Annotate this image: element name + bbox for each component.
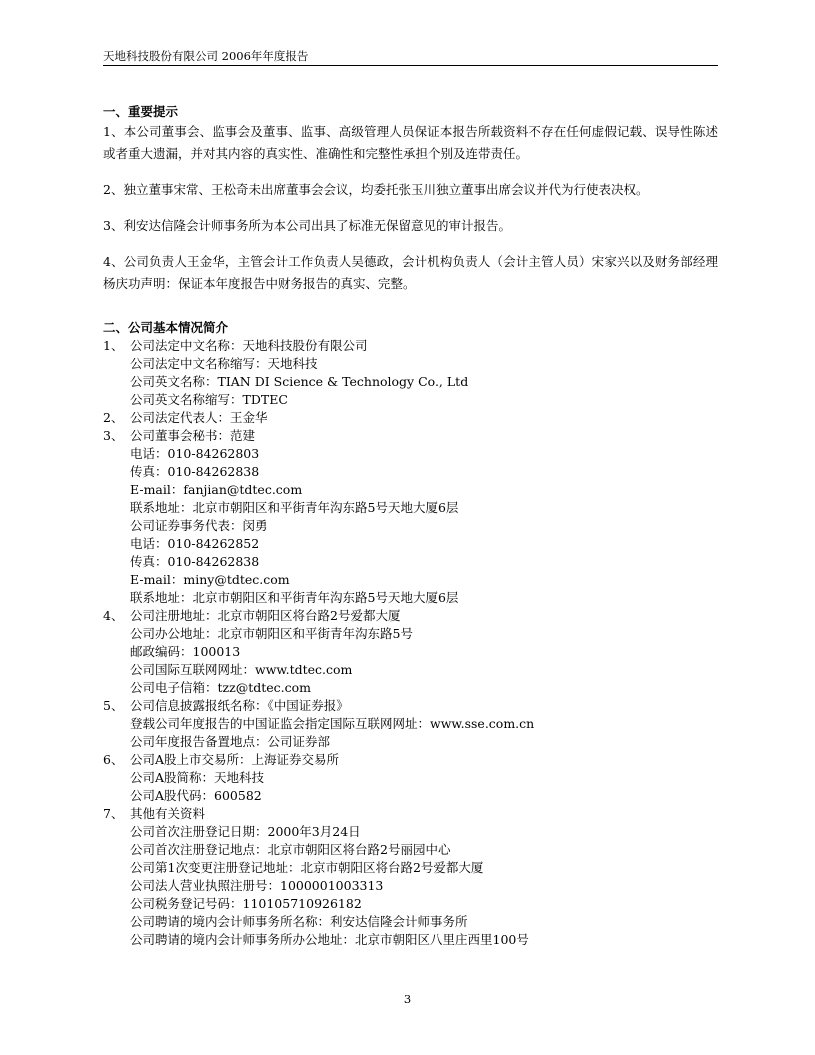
info-line bbox=[103, 733, 718, 751]
info-line-text: 公司A股简称：天地科技 bbox=[130, 770, 265, 785]
info-line bbox=[103, 337, 718, 355]
section-heading-company-profile: 二、公司基本情况简介 bbox=[103, 320, 229, 335]
info-line-text: 传真：010-84262838 bbox=[130, 554, 260, 569]
info-line-text: 联系地址：北京市朝阳区和平街青年沟东路5号天地大厦6层 bbox=[130, 500, 459, 515]
notice-paragraph-3: 3、利安达信隆会计师事务所为本公司出具了标准无保留意见的审计报告。 bbox=[103, 218, 511, 233]
info-line-text: 公司国际互联网网址：www.tdtec.com bbox=[130, 662, 353, 677]
info-line-number bbox=[103, 589, 130, 607]
info-line-number bbox=[103, 625, 130, 643]
info-line-number bbox=[103, 499, 130, 517]
info-line bbox=[103, 571, 718, 589]
info-line bbox=[103, 661, 718, 679]
info-line-text: 公司年度报告备置地点：公司证券部 bbox=[130, 734, 331, 749]
info-line-number bbox=[103, 643, 130, 661]
info-line-number bbox=[103, 733, 130, 751]
info-line-number: 1、 bbox=[103, 338, 124, 353]
info-line-text: 公司首次注册登记日期：2000年3月24日 bbox=[130, 824, 361, 839]
header-title: 天地科技股份有限公司 2006年年度报告 bbox=[103, 49, 309, 63]
info-line-number bbox=[103, 373, 130, 391]
info-line bbox=[103, 553, 718, 571]
info-line bbox=[103, 481, 718, 499]
info-line-number bbox=[103, 895, 130, 913]
info-line-number bbox=[103, 463, 130, 481]
info-line-text: 公司办公地址：北京市朝阳区和平街青年沟东路5号 bbox=[130, 626, 413, 641]
info-line-text: 联系地址：北京市朝阳区和平街青年沟东路5号天地大厦6层 bbox=[130, 590, 459, 605]
info-line-text: 邮政编码：100013 bbox=[130, 644, 241, 659]
info-line-number: 4、 bbox=[103, 608, 124, 623]
info-line bbox=[103, 769, 718, 787]
info-line bbox=[103, 535, 718, 553]
info-line-text: 公司法定中文名称缩写：天地科技 bbox=[130, 356, 318, 371]
info-line bbox=[103, 805, 718, 823]
info-line bbox=[103, 463, 718, 481]
info-line-number bbox=[103, 481, 130, 499]
info-line bbox=[103, 517, 718, 535]
info-line-text: 登载公司年度报告的中国证监会指定国际互联网网址：www.sse.com.cn bbox=[130, 716, 535, 731]
info-line bbox=[103, 607, 718, 625]
info-line bbox=[103, 859, 718, 877]
info-line-text: 公司法人营业执照注册号：1000001003313 bbox=[130, 878, 384, 893]
info-line-number bbox=[103, 787, 130, 805]
company-info-list bbox=[103, 337, 718, 949]
info-line-text: 电话：010-84262852 bbox=[130, 536, 260, 551]
info-line-number: 2、 bbox=[103, 410, 124, 425]
info-line bbox=[103, 373, 718, 391]
info-line-number bbox=[103, 877, 130, 895]
info-line-text: 公司首次注册登记地点：北京市朝阳区将台路2号丽园中心 bbox=[130, 842, 451, 857]
info-line bbox=[103, 625, 718, 643]
info-line bbox=[103, 931, 718, 949]
info-line bbox=[103, 679, 718, 697]
info-line-number bbox=[103, 913, 130, 931]
info-line bbox=[103, 499, 718, 517]
info-line-number bbox=[103, 715, 130, 733]
info-line-text: E-mail：miny@tdtec.com bbox=[130, 572, 290, 587]
info-line-text: 公司聘请的境内会计师事务所办公地址：北京市朝阳区八里庄西里100号 bbox=[130, 932, 529, 947]
notice-paragraph-1: 1、本公司董事会、监事会及董事、监事、高级管理人员保证本报告所载资料不存在任何虚假记载、误导性陈述或者重大遗漏，并对其内容的真实性、准确性和完整性承担个别及连带责任。 bbox=[103, 124, 718, 161]
info-line-text: 公司A股上市交易所：上海证券交易所 bbox=[130, 752, 340, 767]
info-line-number: 6、 bbox=[103, 752, 124, 767]
info-line-text: 电话：010-84262803 bbox=[130, 446, 260, 461]
info-line-number: 3、 bbox=[103, 428, 124, 443]
info-line bbox=[103, 589, 718, 607]
info-line bbox=[103, 787, 718, 805]
info-line-text: 公司电子信箱：tzz@tdtec.com bbox=[130, 680, 311, 695]
page-body bbox=[103, 103, 718, 949]
info-line bbox=[103, 913, 718, 931]
info-line bbox=[103, 391, 718, 409]
info-line-number bbox=[103, 769, 130, 787]
info-line-number bbox=[103, 661, 130, 679]
info-line bbox=[103, 877, 718, 895]
info-line-number: 7、 bbox=[103, 806, 124, 821]
info-line bbox=[103, 427, 718, 445]
info-line-number bbox=[103, 553, 130, 571]
info-line-text: 公司第1次变更注册登记地址：北京市朝阳区将台路2号爱都大厦 bbox=[130, 860, 484, 875]
info-line bbox=[103, 697, 718, 715]
info-line-number bbox=[103, 679, 130, 697]
info-line-number bbox=[103, 931, 130, 949]
info-line-text: 公司法定中文名称：天地科技股份有限公司 bbox=[130, 338, 368, 353]
section-heading-important-notice: 一、重要提示 bbox=[103, 104, 179, 119]
info-line-number bbox=[103, 841, 130, 859]
info-line-number bbox=[103, 859, 130, 877]
info-line-number bbox=[103, 355, 130, 373]
info-line-number bbox=[103, 445, 130, 463]
info-line-text: 其他有关资料 bbox=[130, 806, 206, 821]
notice-paragraph-4: 4、公司负责人王金华，主管会计工作负责人吴德政，会计机构负责人（会计主管人员）宋家兴以及财务部经理杨庆功声明：保证本年度报告中财务报告的真实、完整。 bbox=[103, 254, 718, 291]
info-line-number bbox=[103, 571, 130, 589]
info-line-text: 公司法定代表人：王金华 bbox=[130, 410, 268, 425]
info-line-number bbox=[103, 391, 130, 409]
info-line-text: 公司A股代码：600582 bbox=[130, 788, 262, 803]
info-line-text: E-mail：fanjian@tdtec.com bbox=[130, 482, 303, 497]
info-line-text: 公司董事会秘书：范建 bbox=[130, 428, 256, 443]
info-line bbox=[103, 751, 718, 769]
info-line-text: 公司英文名称：TIAN DI Science & Technology Co., Ltd bbox=[130, 374, 469, 389]
notice-paragraph-2: 2、独立董事宋常、王松奇未出席董事会会议，均委托张玉川独立董事出席会议并代为行使表决权。 bbox=[103, 182, 649, 197]
info-line bbox=[103, 823, 718, 841]
info-line-text: 公司税务登记号码：110105710926182 bbox=[130, 896, 362, 911]
header-divider bbox=[103, 65, 718, 66]
info-line-text: 传真：010-84262838 bbox=[130, 464, 260, 479]
info-line-number: 5、 bbox=[103, 698, 124, 713]
info-line-text: 公司证券事务代表：闵勇 bbox=[130, 518, 268, 533]
info-line bbox=[103, 445, 718, 463]
info-line-number bbox=[103, 823, 130, 841]
info-line-text: 公司聘请的境内会计师事务所名称：利安达信隆会计师事务所 bbox=[130, 914, 468, 929]
info-line-number bbox=[103, 517, 130, 535]
info-line bbox=[103, 409, 718, 427]
info-line-number bbox=[103, 535, 130, 553]
info-line-text: 公司英文名称缩写：TDTEC bbox=[130, 392, 288, 407]
info-line bbox=[103, 895, 718, 913]
info-line bbox=[103, 643, 718, 661]
info-line bbox=[103, 841, 718, 859]
info-line bbox=[103, 355, 718, 373]
info-line-text: 公司信息披露报纸名称：《中国证券报》 bbox=[130, 698, 349, 713]
page-number: 3 bbox=[403, 992, 412, 1006]
page-header bbox=[103, 46, 718, 66]
info-line bbox=[103, 715, 718, 733]
info-line-text: 公司注册地址：北京市朝阳区将台路2号爱都大厦 bbox=[130, 608, 401, 623]
